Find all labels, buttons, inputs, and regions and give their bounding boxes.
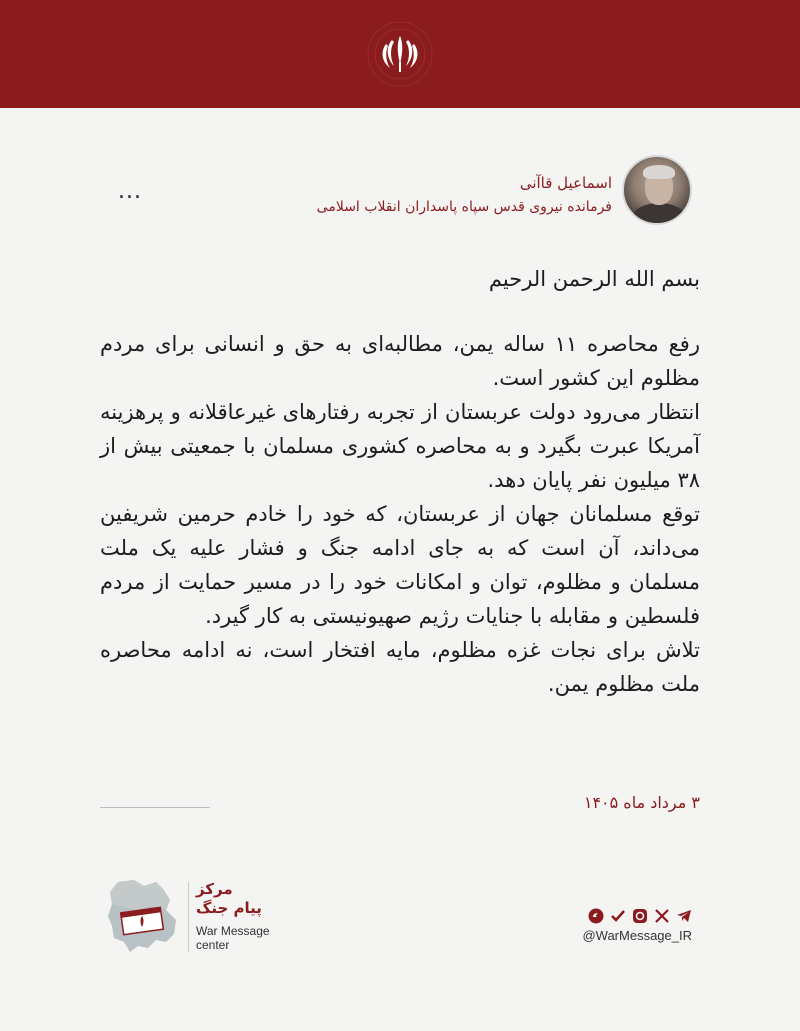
more-options-button[interactable]: ... (118, 179, 142, 204)
iran-map-icon (104, 876, 182, 956)
emblem-icon (364, 18, 436, 90)
date-row (100, 790, 700, 816)
author-info (317, 172, 612, 220)
post-date: ۳ مرداد ماه ۱۴۰۵ (583, 793, 700, 812)
social-handle[interactable]: @WarMessage_IR (582, 928, 692, 943)
social-icons (588, 906, 692, 926)
eitaa-icon[interactable] (588, 908, 604, 924)
date-divider (100, 807, 210, 808)
check-icon[interactable] (610, 908, 626, 924)
x-icon[interactable] (654, 908, 670, 924)
brand-logo (104, 872, 304, 962)
author-name[interactable]: اسماعیل قاآنی (519, 174, 612, 192)
post-body: رفع محاصره ۱۱ ساله یمن، مطالبه‌ای به حق و انسانی برای مردم مظلوم این کشور است. انتظار می‌رود دولت عربستان از تجربه رفتارهای غیرعاقلانه و پرهزینه آمریکا عبرت بگیرد و به محاصره کشوری مسلمان با جمعیتی بیش از ۳۸ میلیون نفر پایان دهد. توقع مسلمانان جهان از عربستان، که خود را خادم حرمین شریفین می‌داند، آن است که به جای ادامه جنگ و فشار علیه یک ملت مسلمان و مظلوم، توان و امکانات خود را در مسیر حمایت از مردم فلسطین و مقابله با جنایات رژیم صهیونیستی به کار گیرد. تلاش برای نجات غزه مظلوم، مایه افتخار است، نه ادامه محاصره ملت مظلوم یمن. (100, 332, 700, 696)
author-title: فرمانده نیروی قدس سپاه پاسداران انقلاب اسلامی (316, 199, 612, 215)
brand-name-fa: مرکز پیام جنگ (196, 880, 262, 917)
telegram-icon[interactable] (676, 908, 692, 924)
header-bar (0, 0, 800, 108)
post-basmala: بسم الله الرحمن الرحیم (488, 267, 700, 291)
brand-name-en: War Message center (196, 924, 270, 952)
author-avatar[interactable] (622, 155, 692, 225)
brand-divider (188, 882, 189, 952)
rubika-icon[interactable] (632, 908, 648, 924)
